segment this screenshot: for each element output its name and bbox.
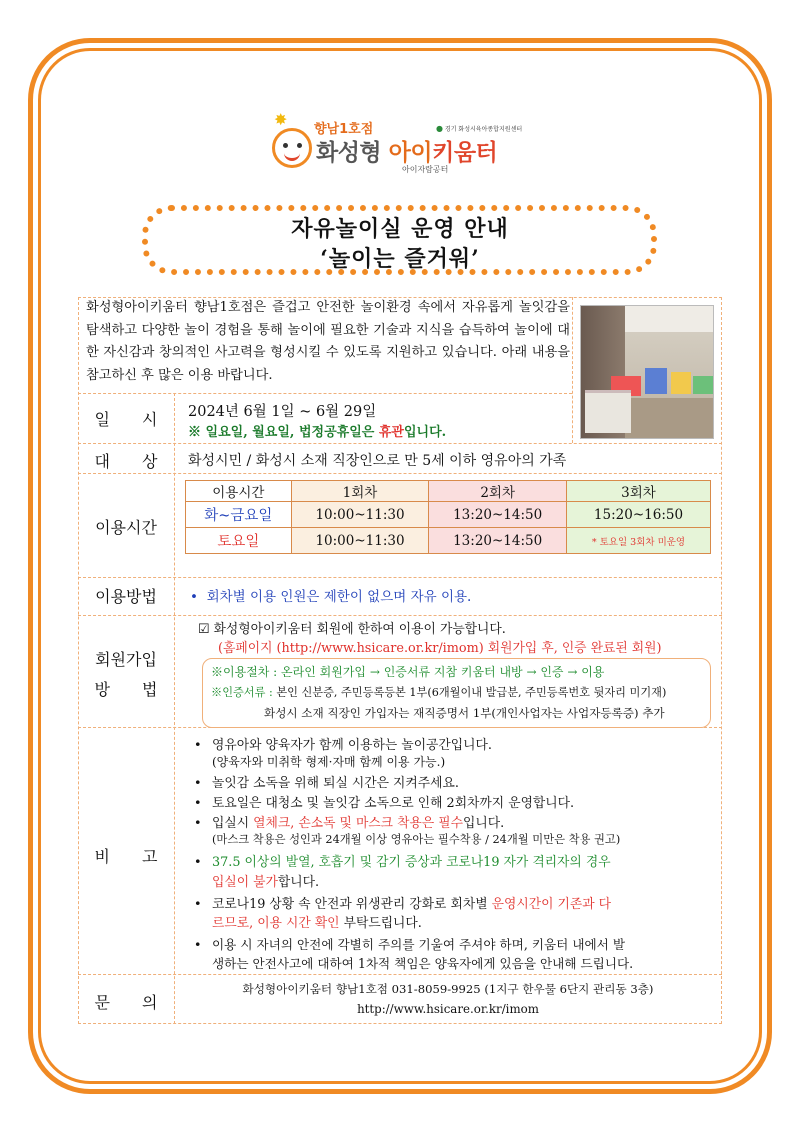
note-item-sub: (양육자와 미취학 형제·자매 함께 이용 가능.) [212, 755, 446, 769]
note-item: • 놀잇감 소독을 위해 퇴실 시간은 지켜주세요. [194, 776, 459, 791]
schedule-table [185, 480, 711, 554]
label-method: 이용방법 [95, 587, 157, 606]
note-item: • 입실시 열체크, 손소독 및 마스크 착용은 필수입니다. [194, 816, 505, 831]
smile-face-icon [272, 128, 312, 168]
logo-sub: 아이자람공터 [402, 165, 449, 174]
note-item-sub: (마스크 착용은 성인과 24개월 이상 영유아는 필수착용 / 24개월 미만은 착용 권고) [212, 833, 621, 846]
note-item-sub: 입실이 불가합니다. [212, 875, 320, 890]
label-note: 비 고 [94, 847, 158, 866]
sched-cell: 13:20~14:50 [429, 502, 567, 528]
org-mark-icon: ● [436, 124, 443, 133]
method-text: • 회차별 이용 인원은 제한이 없으며 자유 이용. [190, 589, 472, 605]
join-procedure: ※이용절차 : 온라인 회원가입 → 인증서류 지참 키움터 내방 → 인증 → 이용 [211, 665, 605, 679]
sched-header: 3회차 [566, 481, 710, 502]
label-contact: 문 의 [94, 993, 158, 1012]
page-subtitle: ‘놀이는 즐거워’ [320, 246, 480, 272]
sched-day: 화~금요일 [186, 502, 292, 528]
logo-branch: 향남1호점 [314, 122, 374, 137]
contact-url: http://www.hsicare.or.kr/imom [357, 1002, 539, 1016]
playroom-photo [580, 305, 714, 439]
note-item: • 이용 시 자녀의 안전에 각별히 주의를 기울여 주셔야 하며, 키움터 내에서 발 [194, 937, 626, 952]
sun-icon: ✸ [274, 110, 288, 129]
note-item: • 37.5 이상의 발열, 호흡기 및 감기 증상과 코로나19 자가 격리자의 경우 [194, 855, 611, 870]
sched-cell: * 토요일 3회차 미운영 [566, 528, 710, 554]
target-text: 화성시민 / 화성시 소재 직장인으로 만 5세 이하 영유아의 가족 [188, 453, 567, 469]
sched-day: 토요일 [186, 528, 292, 554]
label-date: 일 시 [94, 410, 158, 429]
note-item: • 영유아와 양육자가 함께 이용하는 놀이공간입니다. [194, 738, 492, 753]
page-title: 자유놀이실 운영 안내 [291, 216, 509, 242]
sched-header: 1회차 [291, 481, 429, 502]
join-docs-extra: 화성시 소재 직장인 가입자는 재직증명서 1부(개인사업자는 사업자등록증) 추가 [264, 706, 665, 720]
contact-line1: 화성형아이키움터 향남1호점 031-8059-9925 (1지구 한우물 6단지 관리동 3층) [242, 982, 654, 996]
info-table [78, 297, 722, 1024]
sched-header: 2회차 [429, 481, 567, 502]
sched-cell: 15:20~16:50 [566, 502, 710, 528]
intro-text: 화성형아이키움터 향남1호점은 즐겁고 안전한 놀이환경 속에서 자유롭게 놀잇감을 탐색하고 다양한 놀이 경험을 통해 놀이에 필요한 기술과 지식을 습득하여 놀이에 대한 자신감과 창의적인 사고력을 형성시킬 수 있도록 지원하고 있습니다. 아래 내용을 참고하신 후 많은 이용 바랍니다. [86, 300, 570, 383]
label-target: 대 상 [94, 452, 158, 471]
label-hours: 이용시간 [95, 518, 157, 537]
date-range: 2024년 6월 1일 ~ 6월 29일 [188, 404, 377, 420]
sched-cell: 10:00~11:30 [291, 502, 429, 528]
org-logo: ● 경기 화성시육아종합지원센터 [436, 124, 523, 133]
note-item: • 코로나19 상황 속 안전과 위생관리 강화로 회차별 운영시간이 기존과 다 [194, 897, 612, 912]
sched-header: 이용시간 [186, 481, 292, 502]
logo-name: 화성형 아이키움터 [316, 140, 498, 166]
join-line2: (홈페이지 (http://www.hsicare.or.kr/imom) 회원가입 후, 인증 완료된 회원) [218, 641, 662, 656]
note-item-sub: 르므로, 이용 시간 확인 부탁드립니다. [212, 916, 422, 931]
sched-cell: 10:00~11:30 [291, 528, 429, 554]
sched-cell: 13:20~14:50 [429, 528, 567, 554]
note-item-sub: 생하는 안전사고에 대하여 1차적 책임은 양육자에게 있음을 안내해 드립니다. [212, 956, 634, 971]
join-line1: ☑ 화성형아이키움터 회원에 한하여 이용이 가능합니다. [198, 622, 506, 637]
label-join-2: 방 법 [94, 680, 158, 699]
join-docs: ※인증서류 : 본인 신분증, 주민등록등본 1부(6개월이내 발급분, 주민등록번호 뒷자리 미기재) [211, 686, 667, 699]
label-join-1: 회원가입 [95, 650, 157, 669]
closed-notice: ※ 일요일, 월요일, 법정공휴일은 휴관입니다. [188, 425, 447, 440]
note-item: • 토요일은 대청소 및 놀잇감 소독으로 인해 2회차까지 운영합니다. [194, 796, 575, 811]
